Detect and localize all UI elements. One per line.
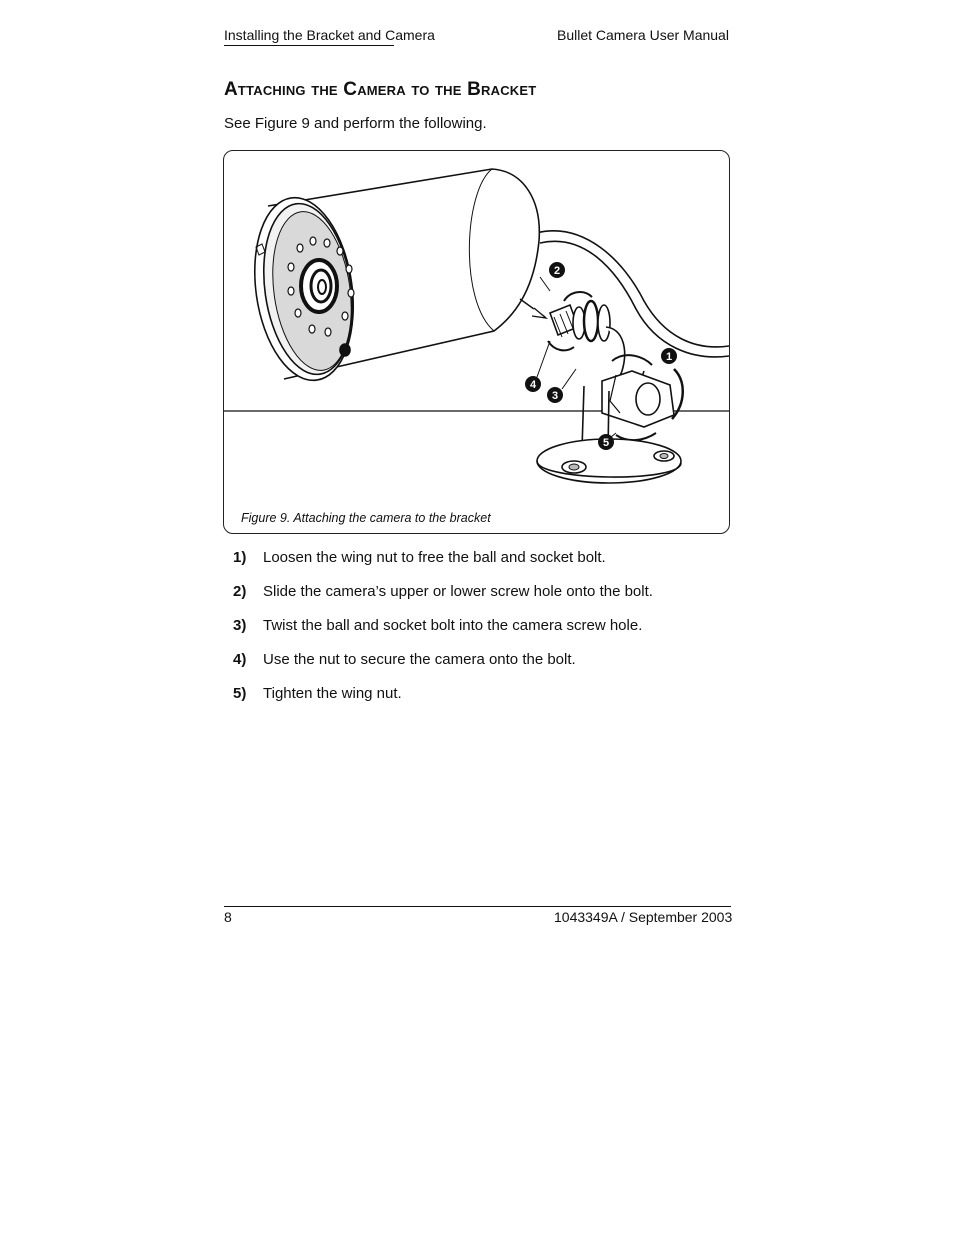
step-text: Tighten the wing nut. [263, 685, 402, 702]
callout-3 [547, 387, 563, 403]
callout-5-label: 5 [602, 437, 610, 449]
callout-1-label: 1 [665, 351, 673, 363]
step-number: 3) [233, 617, 247, 634]
step-text: Twist the ball and socket bolt into the camera screw hole. [263, 617, 643, 634]
intro-text: See Figure 9 and perform the following. [224, 115, 487, 132]
page-number: 8 [224, 909, 232, 925]
camera-bracket-illustration [224, 151, 729, 533]
document-id: 1043349A / September 2003 [554, 909, 733, 925]
callout-3-label: 3 [551, 390, 559, 402]
header-section-title: Installing the Bracket and Camera [224, 27, 435, 43]
figure-caption: Figure 9. Attaching the camera to the bracket [241, 511, 491, 525]
step-item [233, 685, 653, 719]
step-number: 5) [233, 685, 247, 702]
callout-1 [661, 348, 677, 364]
step-text: Loosen the wing nut to free the ball and socket bolt. [263, 549, 606, 566]
footer-rule [224, 906, 731, 907]
callout-2 [549, 262, 565, 278]
callout-4-label: 4 [529, 379, 537, 391]
section-heading: Attaching the Camera to the Bracket [224, 79, 537, 100]
callout-4 [525, 376, 541, 392]
step-number: 2) [233, 583, 247, 600]
figure-9 [223, 150, 730, 534]
step-number: 1) [233, 549, 247, 566]
step-text: Use the nut to secure the camera onto the bolt. [263, 651, 576, 668]
step-item [233, 617, 653, 651]
step-text: Slide the camera’s upper or lower screw hole onto the bolt. [263, 583, 653, 600]
step-item [233, 549, 653, 583]
header-underline [224, 45, 394, 46]
step-number: 4) [233, 651, 247, 668]
callout-5 [598, 434, 614, 450]
step-item [233, 583, 653, 617]
callout-2-label: 2 [553, 265, 561, 277]
step-item [233, 651, 653, 685]
header-manual-title: Bullet Camera User Manual [557, 27, 729, 43]
instruction-steps [233, 549, 653, 719]
